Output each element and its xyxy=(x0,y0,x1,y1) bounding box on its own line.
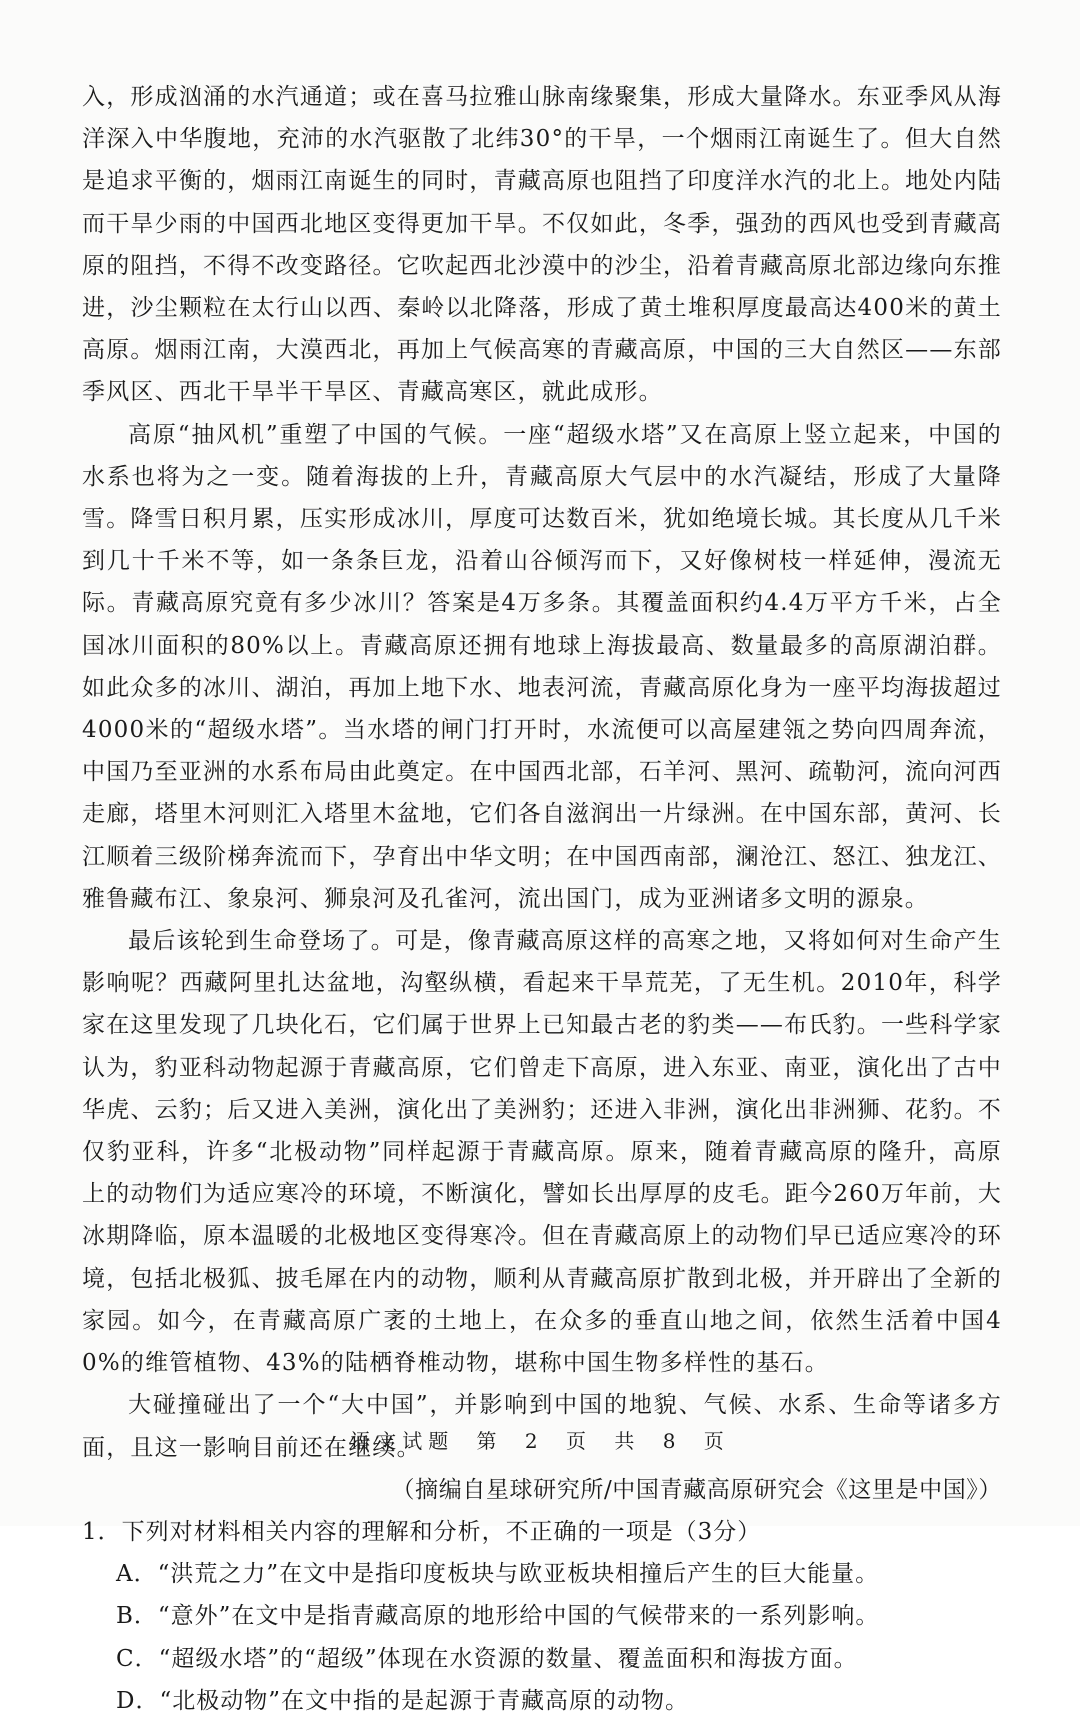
paragraph-climate: 入，形成汹涌的水汽通道；或在喜马拉雅山脉南缘聚集，形成大量降水。东亚季风从海洋深入中华腹地，充沛的水汽驱散了北纬30°的干旱，一个烟雨江南诞生了。但大自然是追求平衡的，烟雨江南诞生的同时，青藏高原也阻挡了印度洋水汽的北上。地处内陆而干旱少雨的中国西北地区变得更加干旱。不仅如此，冬季，强劲的西风也受到青藏高原的阻挡，不得不改变路径。它吹起西北沙漠中的沙尘，沿着青藏高原北部边缘向东推进，沙尘颗粒在太行山以西、秦岭以北降落，形成了黄土堆积厚度最高达400米的黄土高原。烟雨江南，大漠西北，再加上气候高寒的青藏高原，中国的三大自然区——东部季风区、西北干旱半干旱区、青藏高寒区，就此成形。 xyxy=(82,84,1002,406)
question-block xyxy=(82,1511,1002,1722)
article-body xyxy=(82,76,1002,1722)
option-c: C．“超级水塔”的“超级”体现在水资源的数量、覆盖面积和海拔方面。 xyxy=(116,1645,858,1672)
paragraph-conclusion: 大碰撞碰出了一个“大中国”，并影响到中国的地貌、气候、水系、生命等诸多方面，且这一影响目前还在继续。 xyxy=(82,1392,1002,1461)
source-citation: （摘编自星球研究所/中国青藏高原研究会《这里是中国》） xyxy=(391,1476,1002,1503)
option-d: D．“北极动物”在文中指的是起源于青藏高原的动物。 xyxy=(116,1687,689,1714)
option-b: B．“意外”在文中是指青藏高原的地形给中国的气候带来的一系列影响。 xyxy=(116,1603,880,1630)
question-stem: 1．下列对材料相关内容的理解和分析，不正确的一项是（3分） xyxy=(82,1518,762,1545)
paragraph-life: 最后该轮到生命登场了。可是，像青藏高原这样的高寒之地，又将如何对生命产生影响呢？西藏阿里扎达盆地，沟壑纵横，看起来干旱荒芜，了无生机。2010年，科学家在这里发现了几块化石，它们属于世界上已知最古老的豹类——布氏豹。一些科学家认为，豹亚科动物起源于青藏高原，它们曾走下高原，进入东亚、南亚，演化出了古中华虎、云豹；后又进入美洲，演化出了美洲豹；还进入非洲，演化出非洲狮、花豹。不仅豹亚科，许多“北极动物”同样起源于青藏高原。原来，随着青藏高原的隆升，高原上的动物们为适应寒冷的环境，不断演化，譬如长出厚厚的皮毛。距今260万年前，大冰期降临，原本温暖的北极地区变得寒冷。但在青藏高原上的动物们早已适应寒冷的环境，包括北极狐、披毛犀在内的动物，顺利从青藏高原扩散到北极，并开辟出了全新的家园。如今，在青藏高原广袤的土地上，在众多的垂直山地之间，依然生活着中国40%的维管植物、43%的陆栖脊椎动物，堪称中国生物多样性的基石。 xyxy=(82,928,1002,1377)
option-a: A．“洪荒之力”在文中是指印度板块与欧亚板块相撞后产生的巨大能量。 xyxy=(116,1561,880,1588)
paragraph-water-tower: 高原“抽风机”重塑了中国的气候。一座“超级水塔”又在高原上竖立起来，中国的水系也将为之一变。随着海拔的上升，青藏高原大气层中的水汽凝结，形成了大量降雪。降雪日积月累，压实形成冰川，厚度可达数百米，犹如绝境长城。其长度从几千米到几十千米不等，如一条条巨龙，沿着山谷倾泻而下，又好像树枝一样延伸，漫流无际。青藏高原究竟有多少冰川？答案是4万多条。其覆盖面积约4.4万平方千米，占全国冰川面积的80%以上。青藏高原还拥有地球上海拔最高、数量最多的高原湖泊群。如此众多的冰川、湖泊，再加上地下水、地表河流，青藏高原化身为一座平均海拔超过4000米的“超级水塔”。当水塔的闸门打开时，水流便可以高屋建瓴之势向四周奔流，中国乃至亚洲的水系布局由此奠定。在中国西北部，石羊河、黑河、疏勒河，流向河西走廊，塔里木河则汇入塔里木盆地，它们各自滋润出一片绿洲。在中国东部，黄河、长江顺着三级阶梯奔流而下，孕育出中华文明；在中国西南部，澜沧江、怒江、独龙江、雅鲁藏布江、象泉河、狮泉河及孔雀河，流出国门，成为亚洲诸多文明的源泉。 xyxy=(82,421,1002,912)
page-footer: 语文试题 第 2 页 共 8 页 xyxy=(350,1429,730,1453)
